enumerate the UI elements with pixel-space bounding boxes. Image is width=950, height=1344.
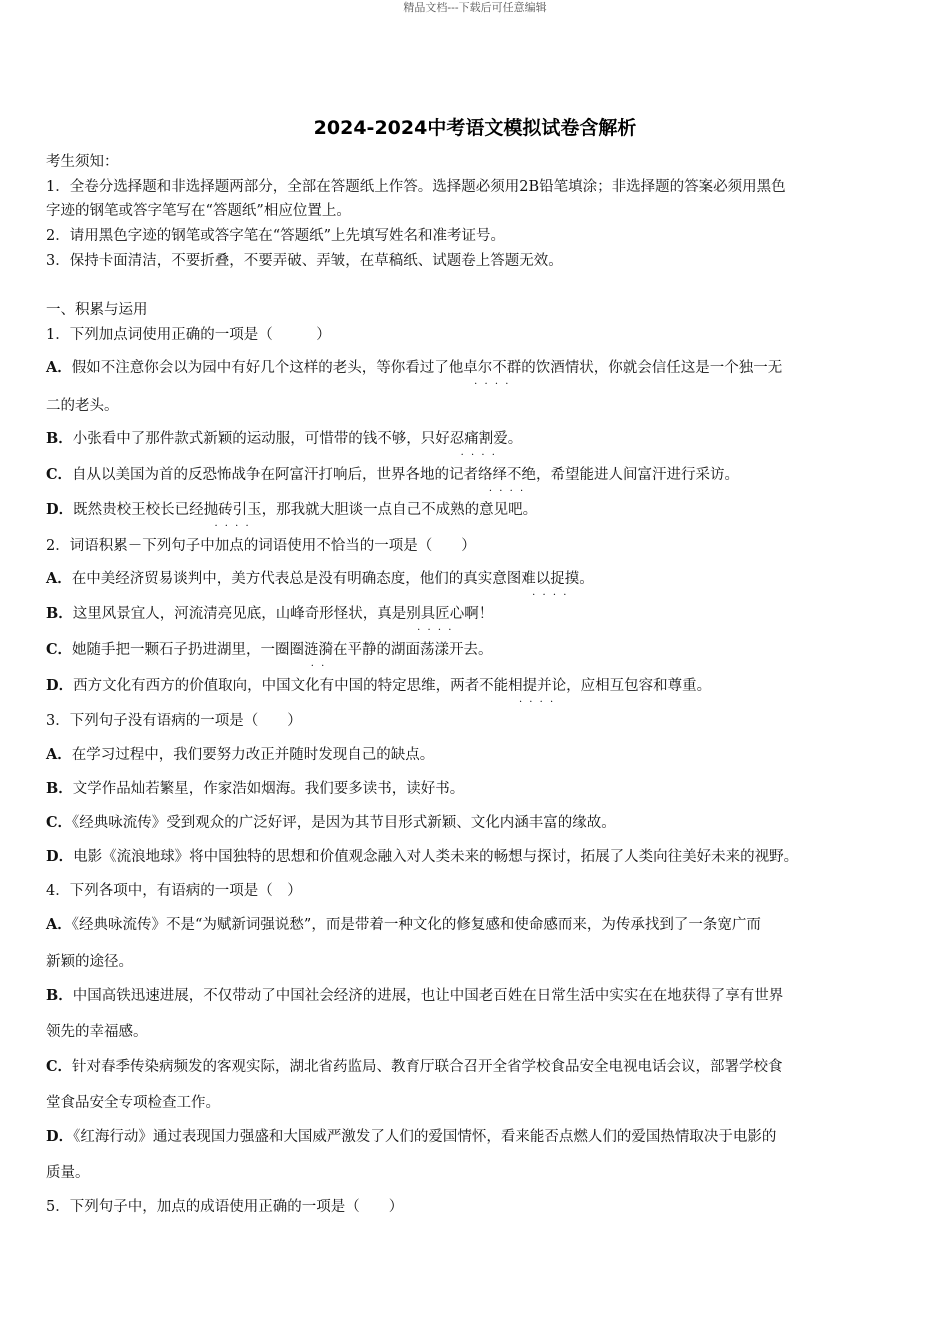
- q4-stem: 4．下列各项中，有语病的一项是（ ）: [46, 883, 302, 899]
- q2-option-a: [46, 569, 908, 589]
- q4-option-b: [46, 986, 908, 1006]
- q3-c-text: 《经典咏流传》受到观众的广泛好评，是因为其节目形式新颖、文化内涵丰富的缘故。: [72, 815, 616, 831]
- q1-option-a: [46, 358, 908, 378]
- q3-b-text: 文学作品灿若繁星，作家浩如烟海。我们要多读书，读好书。: [72, 781, 465, 797]
- q2-a-text-end: 。: [579, 571, 594, 587]
- q2-stem: 2．词语积累－下列句子中加点的词语使用不恰当的一项是（ ）: [46, 538, 476, 554]
- option-letter: A．: [46, 359, 72, 376]
- q1-d-text-end: ，那我就大胆谈一点自己不成熟的意见吧。: [261, 502, 538, 518]
- q4-option-c-cont: 堂食品安全专项检查工作。: [46, 1095, 220, 1111]
- q3-a-text: 在学习过程中，我们要努力改正并随时发现自己的缺点。: [71, 747, 435, 763]
- option-letter: C．: [46, 814, 73, 831]
- q1-c-text: 自从以美国为首的反恐怖战争在阿富汗打响后，世界各地的记者: [72, 467, 479, 483]
- q2-d-text-end: ，应相互包容和尊重。: [566, 678, 712, 694]
- option-letter: B．: [46, 605, 73, 622]
- section-heading: 一、积累与运用: [46, 302, 148, 318]
- q3-option-c: [46, 813, 908, 833]
- q5-stem: 5．下列句子中，加点的成语使用正确的一项是（ ）: [46, 1199, 404, 1215]
- notice-item-2: 2．请用黑色字迹的钢笔或答字笔在“答题纸”上先填写姓名和准考证号。: [46, 228, 506, 244]
- q2-b-text-end: 啊！: [464, 606, 494, 622]
- option-letter: B．: [46, 987, 73, 1004]
- q4-b-text: 中国高铁迅速进展，不仅带动了中国社会经济的进展，也让中国老百姓在日常生活中实实在在地获得了享有世界: [72, 988, 784, 1004]
- q4-option-c: [46, 1057, 908, 1077]
- option-letter: A．: [46, 570, 72, 587]
- q1-option-a-cont: 二的老头。: [46, 398, 119, 414]
- q1-d-marked-word: 抛砖引玉 · · · ·: [204, 502, 262, 518]
- option-letter: B．: [46, 780, 73, 797]
- q1-a-text: 假如不注意你会以为园中有好几个这样的老头，等你看过了他: [71, 360, 464, 376]
- q2-c-text-end: 在平静的湖面荡漾开去。: [333, 642, 493, 658]
- q1-b-text-end: 。: [507, 431, 523, 447]
- option-letter: C．: [46, 466, 73, 483]
- page-title: 2024-2024中考语文模拟试卷含解析: [313, 117, 637, 139]
- q2-c-marked-word: 涟漪 · ·: [304, 642, 333, 658]
- notice-heading: 考生须知：: [46, 154, 119, 170]
- option-letter: D．: [46, 1128, 74, 1145]
- q2-d-text: 西方文化有西方的价值取向，中国文化有中国的特定思维，两者不能: [73, 678, 509, 694]
- q2-option-d: [46, 676, 908, 696]
- q1-a-text-end: 的饮酒情状，你就会信任这是一个独一无: [521, 360, 783, 376]
- q1-a-marked-word: 卓尔不群 · · · ·: [463, 360, 521, 376]
- q3-d-text: 电影《流浪地球》将中国独特的思想和价值观念融入对人类未来的畅想与探讨，拓展了人类向往美好未来的视野。: [73, 849, 799, 865]
- page-header: 精品文档---下载后可任意编辑: [403, 1, 547, 14]
- q1-option-d: [46, 500, 908, 520]
- q3-stem: 3．下列句子没有语病的一项是（ ）: [46, 713, 302, 729]
- q2-b-marked-word: 别具匠心 · · · ·: [406, 606, 464, 622]
- q2-option-c: [46, 640, 908, 660]
- q1-option-c: [46, 465, 908, 485]
- notice-item-1: 1．全卷分选择题和非选择题两部分，全部在答题纸上作答。选择题必须用2B铅笔填涂；非选择题的答案必须用黑色: [46, 179, 786, 195]
- q2-c-text: 她随手把一颗石子扔进湖里，一圈圈: [72, 642, 305, 658]
- q1-b-marked-word: 忍痛割爱 · · · ·: [450, 431, 508, 447]
- option-letter: D．: [46, 848, 74, 865]
- q4-d-text: 《红海行动》通过表现国力强盛和大国威严激发了人们的爱国情怀，看来能否点燃人们的爱国热情取决于电影的: [73, 1129, 777, 1145]
- q3-option-d: [46, 847, 908, 867]
- q2-b-text: 这里风景宜人，河流清亮见底，山峰奇形怪状，真是: [72, 606, 407, 622]
- option-letter: C．: [46, 1058, 73, 1075]
- q4-option-d-cont: 质量。: [46, 1165, 90, 1181]
- option-letter: A．: [46, 916, 72, 933]
- option-letter: D．: [46, 501, 74, 518]
- q2-option-b: [46, 604, 908, 624]
- q1-c-text-end: ，希望能进人间富汗进行采访。: [536, 467, 740, 483]
- q4-a-text: 《经典咏流传》不是“为赋新词强说愁”，而是带着一种文化的修复感和使命感而来，为传承找到了一条宽广而: [71, 917, 761, 933]
- q4-option-a: [46, 915, 908, 935]
- notice-item-1-cont: 字迹的钢笔或答字笔写在“答题纸”相应位置上。: [46, 203, 351, 219]
- q1-b-text: 小张看中了那件款式新颖的运动服，可惜带的钱不够，只好: [72, 431, 450, 447]
- q4-option-b-cont: 领先的幸福感。: [46, 1024, 148, 1040]
- q4-c-text: 针对春季传染病频发的客观实际，湖北省药监局、教育厅联合召开全省学校食品安全电视电话会议，部署学校食: [72, 1059, 783, 1075]
- option-letter: C．: [46, 641, 73, 658]
- notice-item-3: 3．保持卡面清洁，不要折叠，不要弄破、弄皱，在草稿纸、试题卷上答题无效。: [46, 253, 563, 269]
- q2-d-marked-word: 相提并论 · · · ·: [508, 678, 566, 694]
- q2-a-text: 在中美经济贸易谈判中，美方代表总是没有明确态度，他们的真实意图: [71, 571, 522, 587]
- q3-option-a: [46, 745, 908, 765]
- q1-stem: 1．下列加点词使用正确的一项是（ ）: [46, 327, 331, 343]
- q2-a-marked-word: 难以捉摸 · · · ·: [521, 571, 579, 587]
- q1-d-text: 既然贵校王校长已经: [73, 502, 204, 518]
- option-letter: A．: [46, 746, 72, 763]
- q3-option-b: [46, 779, 908, 799]
- option-letter: D．: [46, 677, 74, 694]
- q4-option-d: [46, 1127, 908, 1147]
- q4-option-a-cont: 新颖的途径。: [46, 954, 133, 970]
- q1-c-marked-word: 络绎不绝 · · · ·: [478, 467, 536, 483]
- q1-option-b: [46, 429, 908, 449]
- option-letter: B．: [46, 430, 73, 447]
